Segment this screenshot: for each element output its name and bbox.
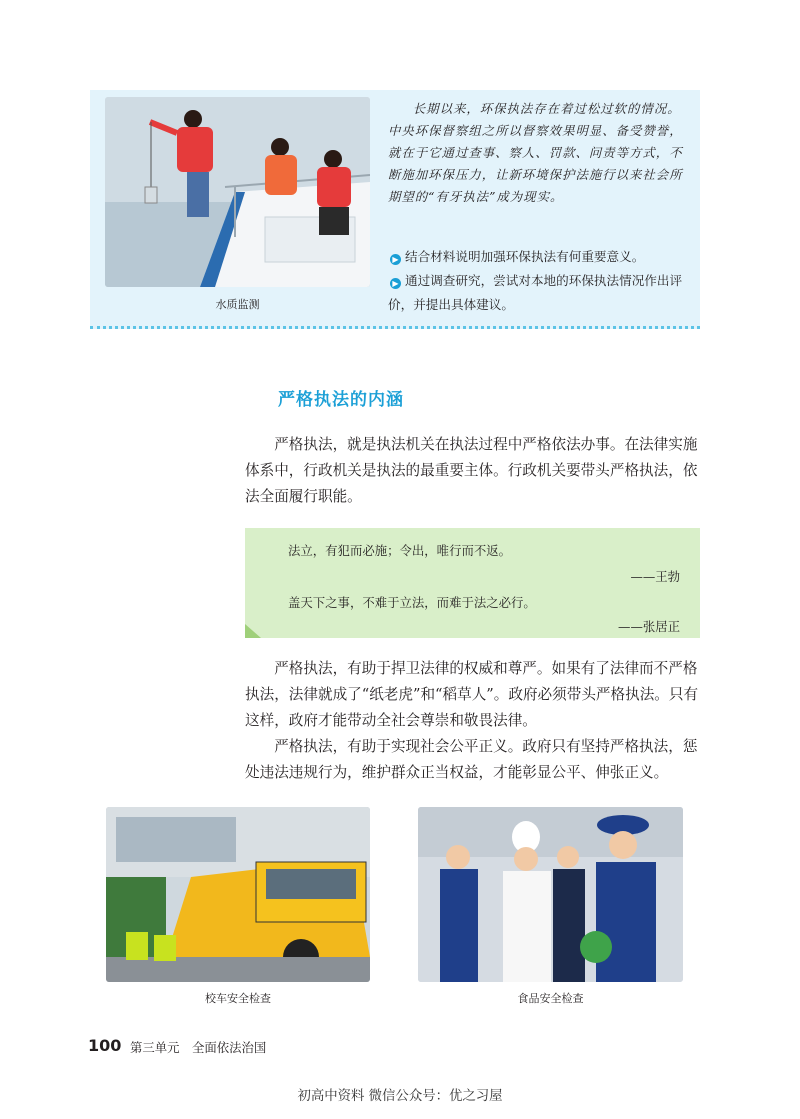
section-paragraph-3	[245, 734, 700, 786]
activity-material-paragraph: 长期以来，环保执法存在着过松过软的情况。中央环保督察组之所以督察效果明显、备受赞誉，就在于它通过查事、察人、罚款、问责等方式，不断施加环保压力，让新环境保护法施行以来社会所期望的“有牙执法”成为现实。	[388, 101, 683, 204]
running-title: 第三单元 全面依法治国	[130, 1040, 267, 1055]
food-inspection-illustration	[418, 807, 683, 982]
school-bus-illustration	[106, 807, 370, 982]
quote-text: 法立，有犯而必施；令出，唯行而不返。	[288, 543, 512, 558]
footer-note: 初高中资料 微信公众号：优之习屋	[297, 1089, 503, 1104]
arrow-bullet-icon: ▶	[390, 254, 401, 265]
school-bus-inspection-photo	[106, 807, 370, 982]
school-bus-caption: 校车安全检查	[205, 992, 271, 1005]
question-text: 通过调查研究，尝试对本地的环保执法情况作出评价，并提出具体建议。	[388, 273, 683, 312]
water-monitoring-caption: 水质监测	[215, 298, 260, 311]
question-item	[388, 269, 693, 317]
quote-author: ——王勃	[630, 569, 680, 584]
section-paragraph-1	[245, 432, 700, 510]
section-title: 严格执法的内涵	[278, 390, 404, 410]
paragraph-text: 严格执法，就是执法机关在执法过程中严格依法办事。在法律实施体系中，行政机关是执法的最重要主体。行政机关要带头严格执法，依法全面履行职能。	[245, 436, 698, 505]
arrow-bullet-icon: ▶	[390, 278, 401, 289]
question-text: 结合材料说明加强环保执法有何重要意义。	[405, 249, 645, 264]
food-inspection-caption: 食品安全检查	[517, 992, 584, 1005]
section-paragraph-2	[245, 656, 700, 734]
activity-questions	[388, 245, 693, 317]
page-number: 100	[88, 1036, 122, 1055]
water-monitoring-illustration	[105, 97, 370, 287]
activity-material-text	[388, 98, 688, 208]
quote-corner-decoration	[245, 624, 261, 638]
quote-author: ——张居正	[618, 619, 680, 634]
quote-text: 盖天下之事，不难于立法，而难于法之必行。	[288, 595, 536, 610]
paragraph-text: 严格执法，有助于实现社会公平正义。政府只有坚持严格执法，惩处违法违规行为，维护群众正当权益，才能彰显公平、伸张正义。	[245, 738, 698, 781]
food-inspection-photo	[418, 807, 683, 982]
water-monitoring-photo	[105, 97, 370, 287]
paragraph-text: 严格执法，有助于捍卫法律的权威和尊严。如果有了法律而不严格执法，法律就成了“纸老虎”和“稻草人”。政府必须带头严格执法。只有这样，政府才能带动全社会尊崇和敬畏法律。	[245, 660, 699, 729]
question-item	[388, 245, 693, 269]
